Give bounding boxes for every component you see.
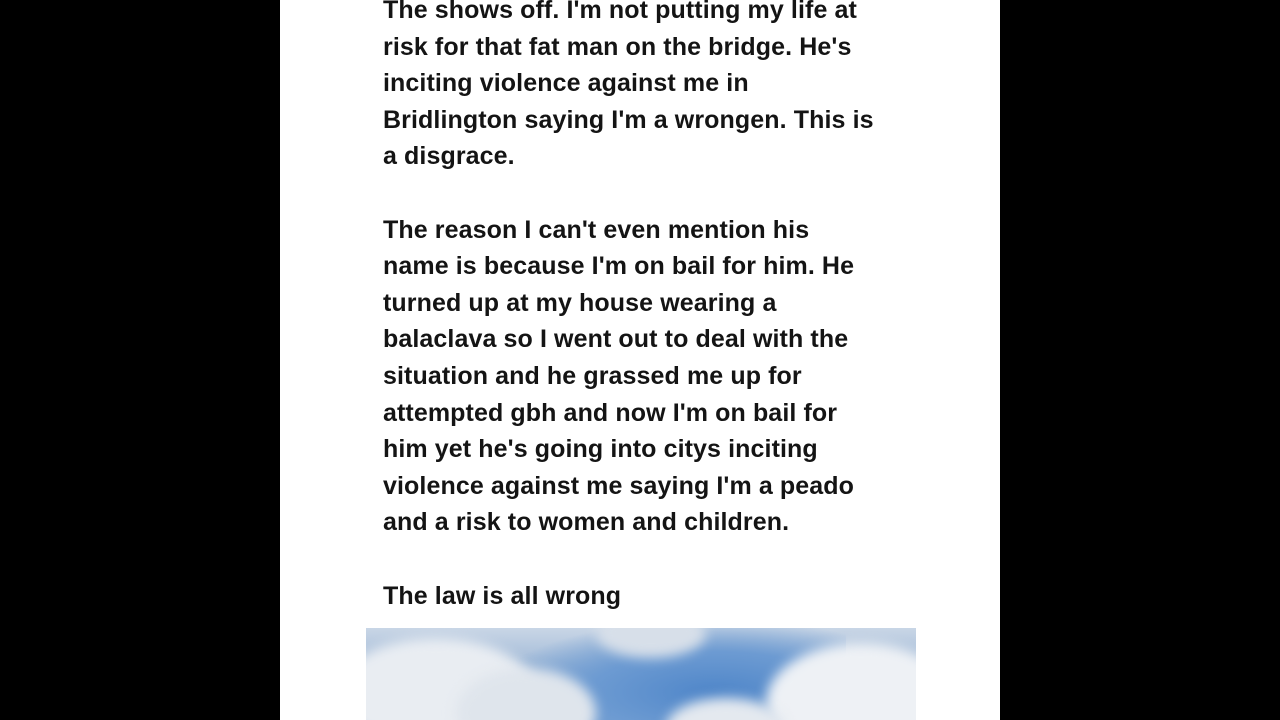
post-line: attempted gbh and now I'm on bail for <box>383 398 838 427</box>
post-line: situation and he grassed me up for <box>383 361 802 390</box>
post-line: Bridlington saying I'm a wrongen. This is <box>383 105 874 134</box>
post-line: risk for that fat man on the bridge. He's <box>383 32 852 61</box>
post-line: name is because I'm on bail for him. He <box>383 252 855 281</box>
post-line: balaclava so I went out to deal with the <box>383 325 849 354</box>
post-line: inciting violence against me in <box>383 69 749 98</box>
paragraph-gap <box>383 175 923 212</box>
post-text <box>383 0 923 614</box>
post-line: The reason I can't even mention his <box>383 215 810 244</box>
post-line: The law is all wrong <box>383 581 622 610</box>
post-line: violence against me saying I'm a peado <box>383 471 855 500</box>
post-photo[interactable] <box>366 628 916 720</box>
post-line: and a risk to women and children. <box>383 508 790 537</box>
post-line: a disgrace. <box>383 142 515 171</box>
post-line: turned up at my house wearing a <box>383 288 777 317</box>
post-line: The shows off. I'm not putting my life at <box>383 0 857 24</box>
paragraph-gap <box>383 541 923 578</box>
post-line: him yet he's going into citys inciting <box>383 435 818 464</box>
phone-screenshot <box>280 0 1000 720</box>
